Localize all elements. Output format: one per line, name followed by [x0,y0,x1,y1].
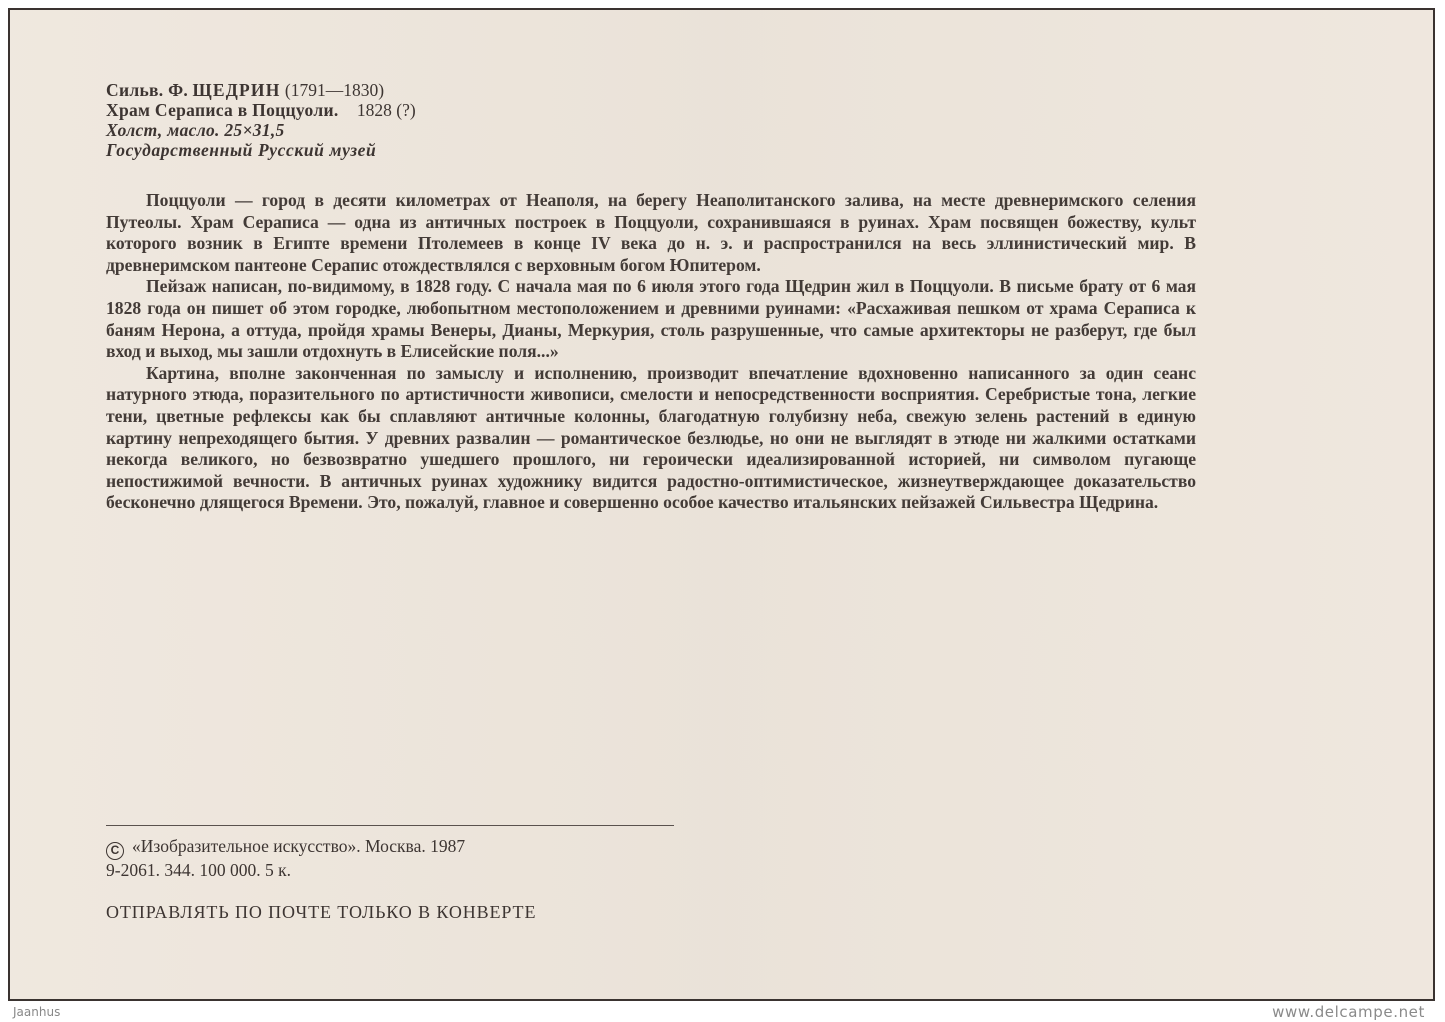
print-code-line: 9-2061. 344. 100 000. 5 к. [106,860,291,880]
watermark-left: Jaanhus [13,1005,61,1019]
postcard-back [8,8,1435,1001]
paragraph: Поццуоли — город в десяти километрах от Неаполя, на берегу Неаполитанского залива, на месте древнеримского селения Путеолы. Храм Сераписа — одна из античных построек в Поццуоли, сохранившаяся в руинах. Храм посвящен божеству, культ которого возник в Египте времени Птолемеев в конце IV века до н. э. и распространился на весь эллинистический мир. В древнеримском пантеоне Серапис отождествлялся с верховным богом Юпитером. [106,190,1196,275]
author-surname: ЩЕДРИН [192,80,281,100]
title-line [106,100,416,120]
paragraph: Картина, вполне законченная по замыслу и исполнению, производит впечатление вдохновенно написанного за один сеанс натурного этюда, поразительного по артистичности живописи, смелости и непосредственности восприятия. Серебристые тона, легкие тени, цветные рефлексы как бы сплавляют античные колонны, благодатную голубизну неба, свежую зелень растений в единую картину непреходящего бытия. У древних развалин — романтическое безлюдье, но они не выглядят в этюде ни жалкими остатками некогда великого, но безвозвратно ушедшего прошлого, ни героически идеализированной историей, ни символом пугающе непостижимой вечности. В античных руинах художнику видится радостно-оптимистическое, жизнеутверждающее доказательство бесконечно длящегося Времени. Это, пожалуй, главное и совершенно особое качество итальянских пейзажей Сильвестра Щедрина. [106,362,1196,513]
artwork-medium: Холст, масло. 25×31,5 [106,120,285,140]
author-prefix: Сильв. Ф. [106,80,189,100]
artwork-year: 1828 (?) [356,100,416,120]
artwork-museum: Государственный Русский музей [106,140,377,160]
artwork-caption [106,80,416,160]
divider-line [106,825,674,826]
watermark-right: www.delcampe.net [1272,1003,1425,1021]
artwork-title: Храм Сераписа в Поццуоли. [106,100,339,120]
description-text [106,190,1196,514]
author-line [106,80,416,100]
author-years: (1791—1830) [284,80,385,100]
publisher-imprint [106,836,465,881]
publisher-line-row [106,836,465,860]
mailing-instruction: ОТПРАВЛЯТЬ ПО ПОЧТЕ ТОЛЬКО В КОНВЕРТЕ [106,902,537,922]
paragraph: Пейзаж написан, по-видимому, в 1828 году. С начала мая по 6 июля этого года Щедрин жил в Поццуоли. В письме брату от 6 мая 1828 года он пишет об этом городке, любопытном местоположением и древними руинами: «Расхаживая пешком от храма Сераписа к баням Нерона, а оттуда, пройдя храмы Венеры, Дианы, Меркурия, столь разрушенные, что самые архитекторы не разберут, где был вход и выход, мы зашли отдохнуть в Елисейские поля...» [106,276,1196,362]
publisher-line: «Изобразительное искусство». Москва. 1987 [132,836,466,856]
copyright-icon: C [106,842,124,860]
